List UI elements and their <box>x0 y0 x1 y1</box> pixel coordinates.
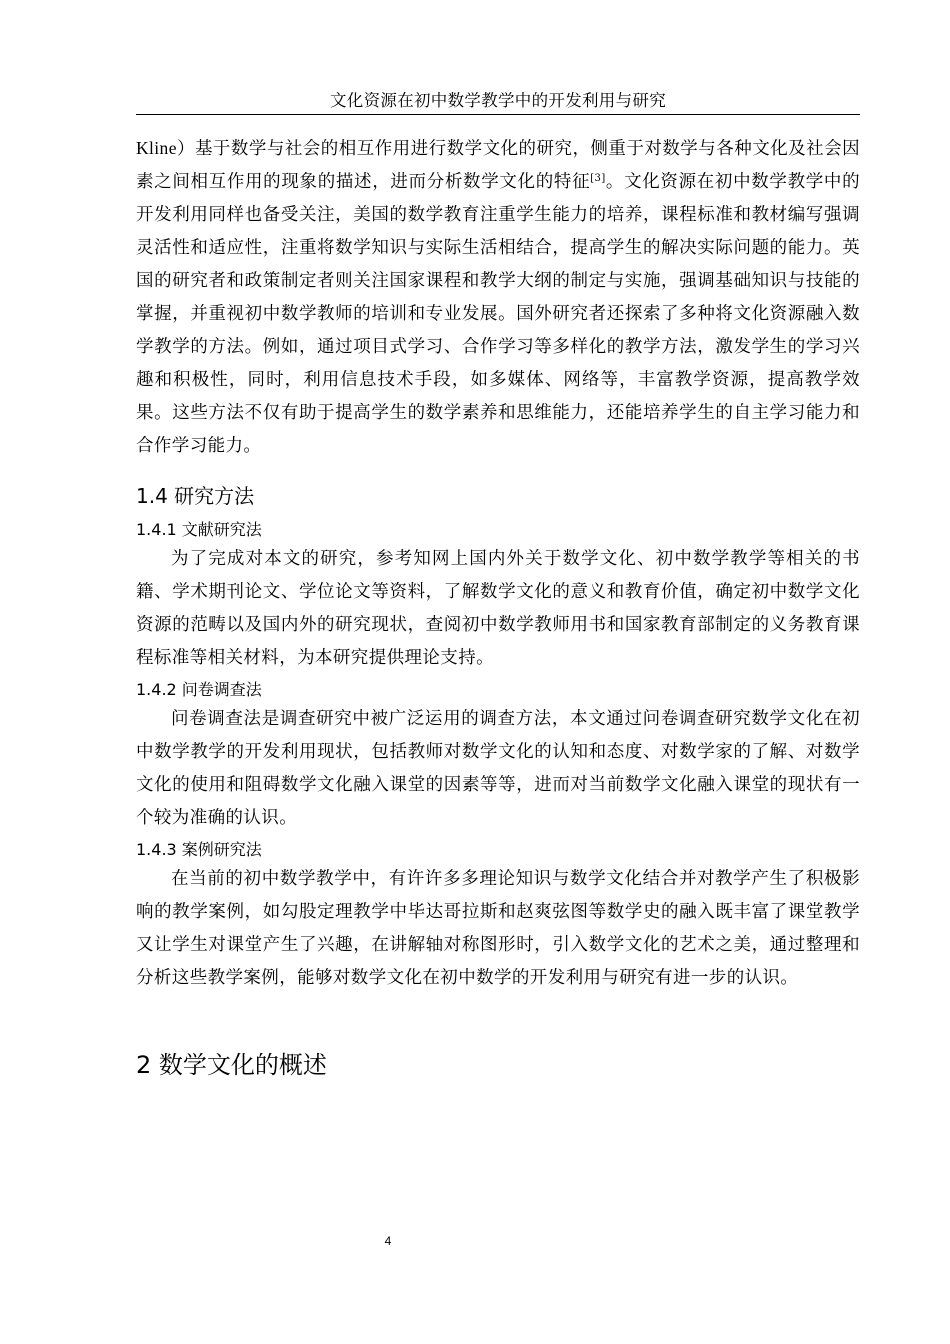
subsection-heading-1-4-1: 1.4.1 文献研究法 <box>136 520 262 539</box>
intro-paragraph <box>136 132 860 463</box>
page-number: 4 <box>384 1234 392 1248</box>
intro-lead-name: Kline <box>136 138 177 158</box>
section-heading-1-4: 1.4 研究方法 <box>136 484 255 508</box>
intro-text-after-citation: 。文化资源在初中数学教学中的开发利用同样也备受关注，美国的数学教育注重学生能力的培养，课程标准和教材编写强调灵活性和适应性，注重将数学知识与实际生活相结合，提高学生的解决实际问题的能力。英国的研究者和政策制定者则关注国家课程和教学大纲的制定与实施，强调基础知识与技能的掌握，并重视初中数学教师的培训和专业发展。国外研究者还探索了多种将文化资源融入数学教学的方法。例如，通过项目式学习、合作学习等多样化的教学方法，激发学生的学习兴趣和积极性，同时，利用信息技术手段，如多媒体、网络等，丰富教学资源，提高教学效果。这些方法不仅有助于提高学生的数学素养和思维能力，还能培养学生的自主学习能力和合作学习能力。 <box>136 172 860 456</box>
subsection-body-1-4-1: 为了完成对本文的研究，参考知网上国内外关于数学文化、初中数学教学等相关的书籍、学术期刊论文、学位论文等资料，了解数学文化的意义和教育价值，确定初中数学文化资源的范畴以及国内外的研究现状，查阅初中数学教师用书和国家教育部制定的义务教育课程标准等相关材料，为本研究提供理论支持。 <box>136 549 860 668</box>
subsection-heading-1-4-2: 1.4.2 问卷调查法 <box>136 680 262 699</box>
citation-marker: [3] <box>590 173 606 184</box>
intro-text-before-citation: ）基于数学与社会的相互作用进行数学文化的研究，侧重于对数学与各种文化及社会因素之间相互作用的现象的描述，进而分析数学文化的特征 <box>136 139 860 192</box>
page-body <box>136 132 860 1083</box>
subsection-body-1-4-3: 在当前的初中数学教学中，有许许多多理论知识与数学文化结合并对教学产生了积极影响的教学案例，如勾股定理教学中毕达哥拉斯和赵爽弦图等数学史的融入既丰富了课堂教学又让学生对课堂产生了兴趣，在讲解轴对称图形时，引入数学文化的艺术之美，通过整理和分析这些教学案例，能够对数学文化在初中数学的开发利用与研究有进一步的认识。 <box>136 869 860 988</box>
running-header <box>136 88 860 115</box>
running-header-title: 文化资源在初中数学教学中的开发利用与研究 <box>330 91 666 110</box>
subsection-body-1-4-2: 问卷调查法是调查研究中被广泛运用的调查方法，本文通过问卷调查研究数学文化在初中数学教学的开发利用现状，包括教师对数学文化的认知和态度、对数学家的了解、对数学文化的使用和阻碍数学文化融入课堂的因素等等，进而对当前数学文化融入课堂的现状有一个较为准确的认识。 <box>136 709 860 828</box>
subsection-heading-1-4-3: 1.4.3 案例研究法 <box>136 840 262 859</box>
chapter-heading-2: 2 数学文化的概述 <box>136 1051 327 1079</box>
